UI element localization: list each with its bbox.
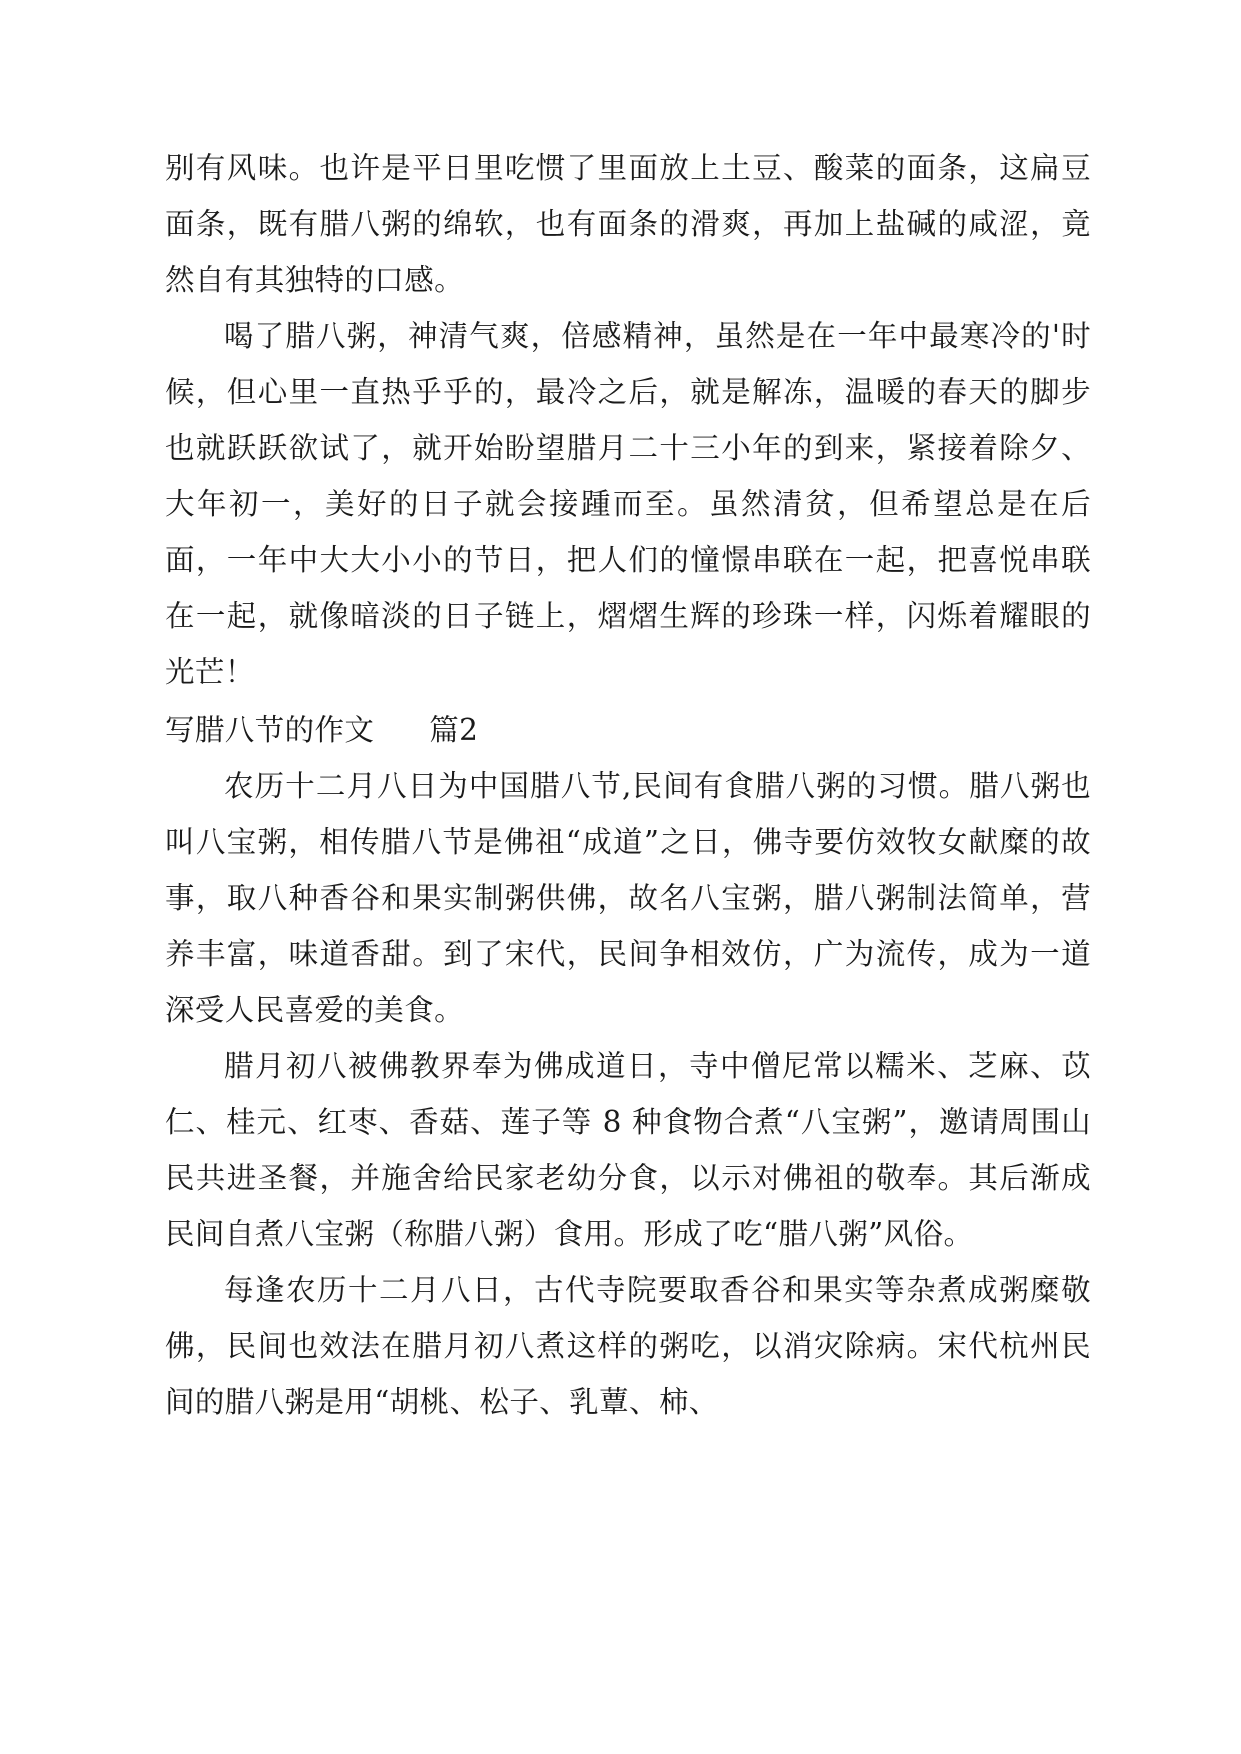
paragraph-4: 腊月初八被佛教界奉为佛成道日，寺中僧尼常以糯米、芝麻、苡仁、桂元、红枣、香菇、莲子等 8 种食物合煮“八宝粥”，邀请周围山民共进圣餐，并施舍给民家老幼分食，以示对佛祖的敬奉。其后渐成民间自煮八宝粥（称腊八粥）食用。形成了吃“腊八粥”风俗。 (165, 1049, 1091, 1251)
paragraph-3: 农历十二月八日为中国腊八节,民间有食腊八粥的习惯。腊八粥也叫八宝粥，相传腊八节是佛祖“成道”之日，佛寺要仿效牧女献糜的故事，取八种香谷和果实制粥供佛，故名八宝粥，腊八粥制法简单，营养丰富，味道香甜。到了宋代，民间争相效仿，广为流传，成为一道深受人民喜爱的美食。 (165, 769, 1091, 1027)
paragraph-continued-1: 别有风味。也许是平日里吃惯了里面放上土豆、酸菜的面条，这扁豆面条，既有腊八粥的绵软，也有面条的滑爽，再加上盐碱的咸涩，竟然自有其独特的口感。 (165, 151, 1091, 297)
section-heading (165, 702, 1091, 758)
paragraph-5: 每逢农历十二月八日，古代寺院要取香谷和果实等杂煮成粥糜敬佛，民间也效法在腊月初八煮这样的粥吃，以消灾除病。宋代杭州民间的腊八粥是用“胡桃、松子、乳蕈、柿、 (165, 1273, 1091, 1419)
section-heading-number: 篇2 (429, 713, 479, 747)
document-body (165, 140, 1091, 1430)
section-heading-title: 写腊八节的作文 (165, 713, 375, 747)
paragraph-2: 喝了腊八粥，神清气爽，倍感精神，虽然是在一年中最寒冷的'时候，但心里一直热乎乎的，最冷之后，就是解冻，温暖的春天的脚步也就跃跃欲试了，就开始盼望腊月二十三小年的到来，紧接着除夕、大年初一，美好的日子就会接踵而至。虽然清贫，但希望总是在后面，一年中大大小小的节日，把人们的憧憬串联在一起，把喜悦串联在一起，就像暗淡的日子链上，熠熠生辉的珍珠一样，闪烁着耀眼的光芒！ (165, 319, 1091, 689)
